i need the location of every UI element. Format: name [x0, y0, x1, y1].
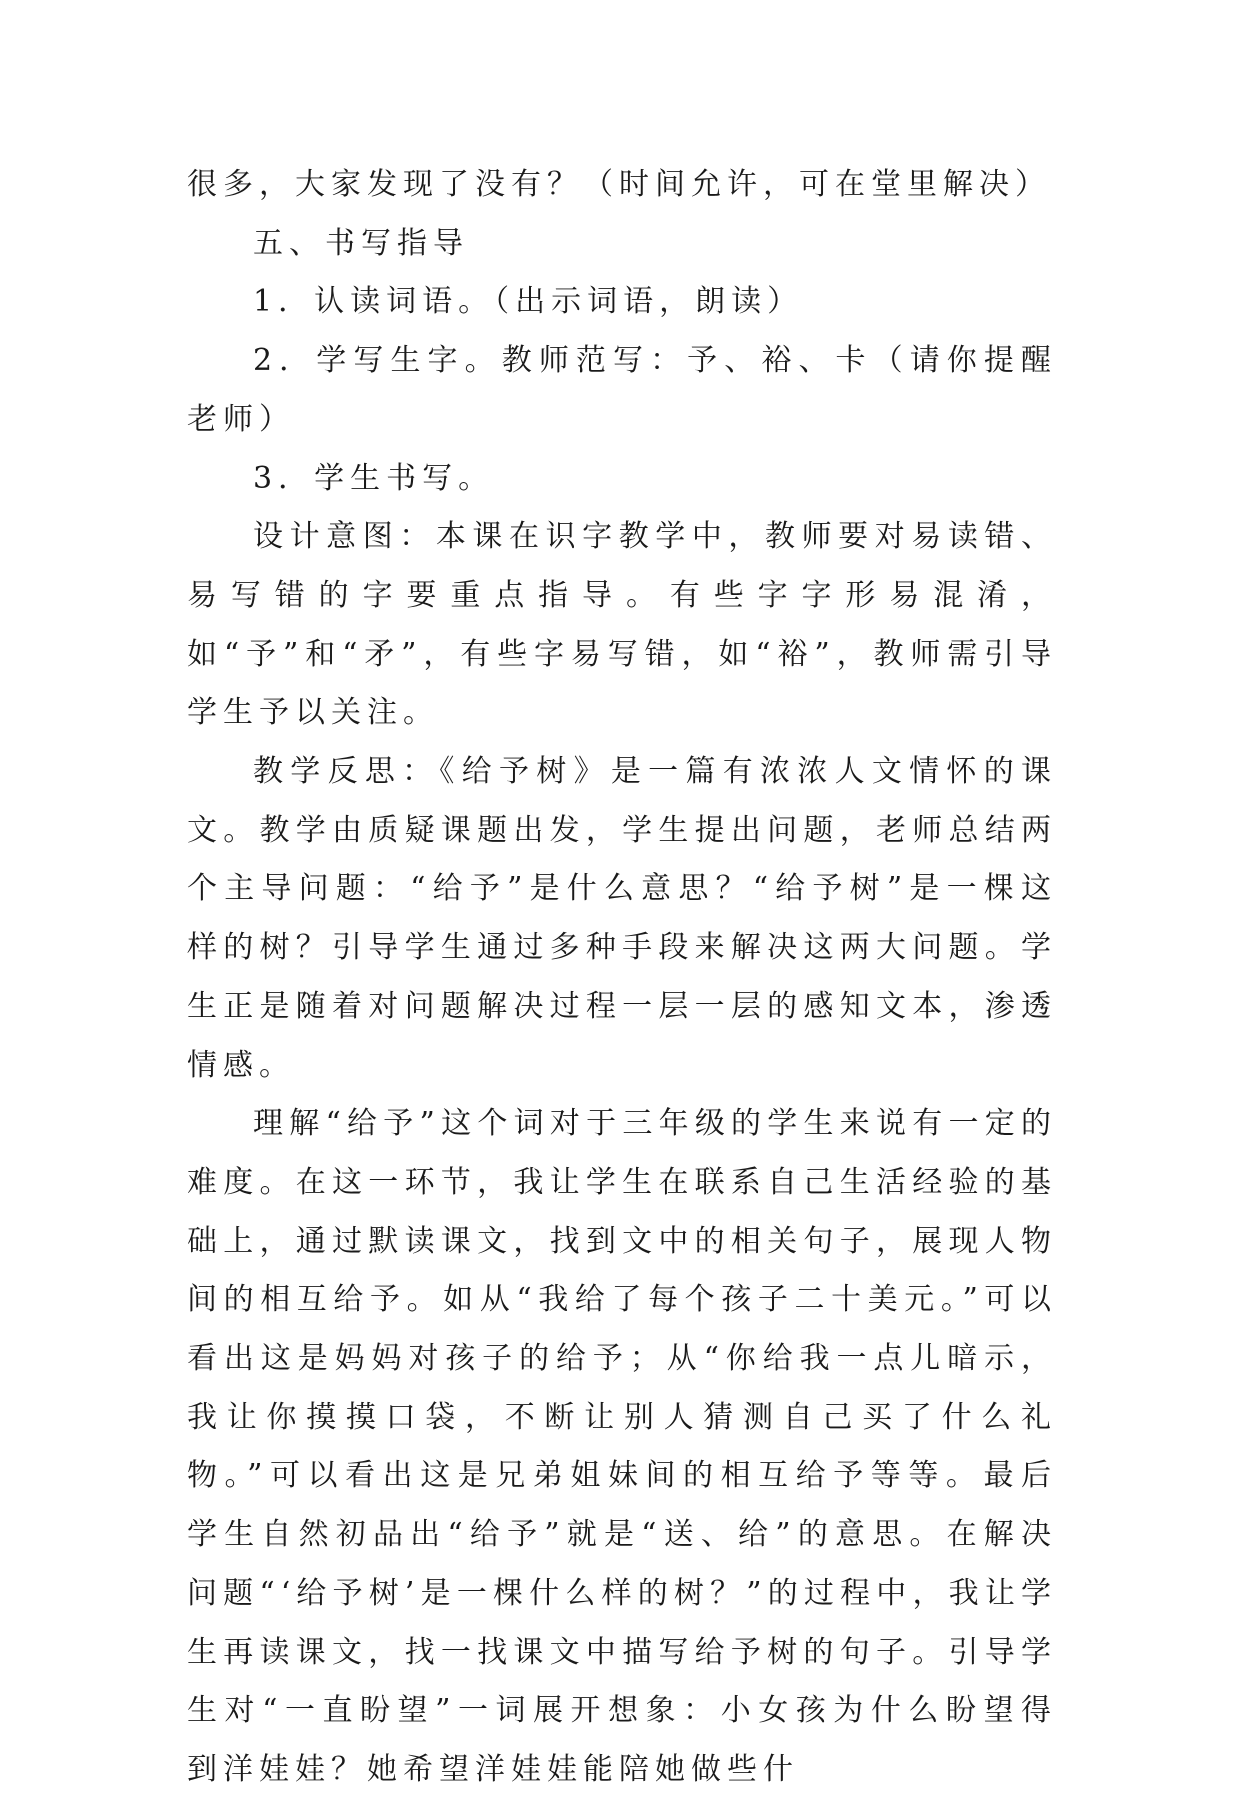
step-1-read-words: 1．认读词语。（出示词语，朗读） — [253, 284, 804, 320]
paragraph-understanding-giving: 理解“给予”这个词对于三年级的学生来说有一定的难度。在这一环节，我让学生在联系自己生活经验的基础上，通过默读课文，找到文中的相关句子，展现人物间的相互给予。如从“我给了每个孩子二十美元。”可以看出这是妈妈对孩子的给予；从“你给我一点儿暗示，我让你摸摸口袋，不断让别人猜测自己买了什么礼物。”可以看出这是兄弟姐妹间的相互给予等等。最后学生自然初品出“给予”就是“送、给”的意思。在解决问题“‘给予树’是一棵什么样的树？”的过程中，我让学生再读课文，找一找课文中描写给予树的句子。引导学生对“一直盼望”一词展开想象：小女孩为什么盼望得到洋娃娃？她希望洋娃娃能陪她做些什 — [187, 1106, 1057, 1787]
step-3-student-writing: 3．学生书写。 — [253, 460, 495, 496]
paragraph-design-intent: 设计意图：本课在识字教学中，教师要对易读错、易写错的字要重点指导。有些字字形易混淆，如“予”和“矛”，有些字易写错，如“裕”，教师需引导学生予以关注。 — [187, 519, 1057, 731]
paragraph-teaching-reflection: 教学反思：《给予树》是一篇有浓浓人文情怀的课文。教学由质疑课题出发，学生提出问题，老师总结两个主导问题：“给予”是什么意思？“给予树”是一棵这样的树？引导学生通过多种手段来解决这两大问题。学生正是随着对问题解决过程一层一层的感知文本，渗透情感。 — [187, 754, 1057, 1083]
section-heading-writing-guide: 五、书写指导 — [253, 225, 469, 261]
document-body — [187, 156, 1057, 1800]
paragraph-continuation: 很多，大家发现了没有？（时间允许，可在堂里解决） — [187, 167, 1051, 202]
step-2-learn-characters: 2．学写生字。教师范写：予、裕、卡（请你提醒老师） — [187, 343, 1057, 437]
